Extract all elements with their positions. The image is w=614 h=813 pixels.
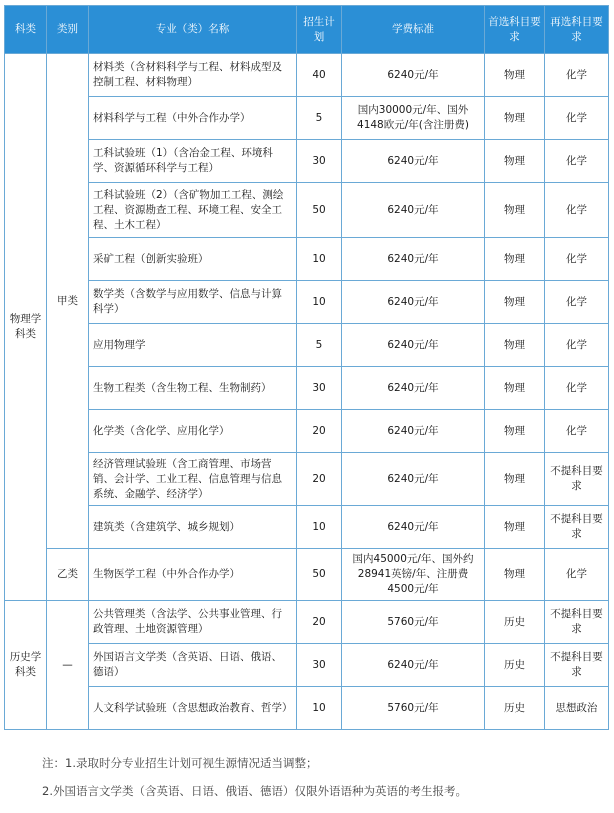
plan-cell: 30 [297, 140, 342, 183]
header-fee: 学费标准 [342, 6, 485, 54]
second-subject-cell: 化学 [545, 281, 609, 324]
first-subject-cell: 物理 [485, 281, 545, 324]
major-cell: 人文科学试验班（含思想政治教育、哲学） [89, 687, 297, 730]
table-row [5, 54, 609, 97]
fee-cell: 5760元/年 [342, 687, 485, 730]
fee-cell: 6240元/年 [342, 410, 485, 453]
plan-cell: 10 [297, 281, 342, 324]
table-row [5, 601, 609, 644]
first-subject-cell: 历史 [485, 687, 545, 730]
second-subject-cell: 化学 [545, 238, 609, 281]
first-subject-cell: 物理 [485, 549, 545, 601]
table-row [5, 324, 609, 367]
fee-cell: 6240元/年 [342, 183, 485, 238]
admission-plan-table-wrapper [4, 5, 608, 730]
first-subject-cell: 物理 [485, 453, 545, 506]
second-subject-cell: 不提科目要求 [545, 453, 609, 506]
fee-cell: 6240元/年 [342, 238, 485, 281]
fee-cell: 6240元/年 [342, 324, 485, 367]
plan-cell: 50 [297, 183, 342, 238]
table-row [5, 238, 609, 281]
fee-cell: 6240元/年 [342, 506, 485, 549]
plan-cell: 5 [297, 97, 342, 140]
second-subject-cell: 化学 [545, 97, 609, 140]
second-subject-cell: 化学 [545, 140, 609, 183]
plan-cell: 10 [297, 687, 342, 730]
header-category: 科类 [5, 6, 47, 54]
header-type: 类别 [47, 6, 89, 54]
major-cell: 建筑类（含建筑学、城乡规划） [89, 506, 297, 549]
type-cell-jia: 甲类 [47, 54, 89, 549]
first-subject-cell: 物理 [485, 324, 545, 367]
plan-cell: 20 [297, 601, 342, 644]
major-cell: 采矿工程（创新实验班） [89, 238, 297, 281]
plan-cell: 10 [297, 238, 342, 281]
table-row [5, 453, 609, 506]
fee-cell: 6240元/年 [342, 453, 485, 506]
major-cell: 公共管理类（含法学、公共事业管理、行政管理、土地资源管理） [89, 601, 297, 644]
fee-cell: 6240元/年 [342, 367, 485, 410]
first-subject-cell: 物理 [485, 367, 545, 410]
footnotes [42, 749, 610, 805]
major-cell: 外国语言文学类（含英语、日语、俄语、德语） [89, 644, 297, 687]
first-subject-cell: 物理 [485, 410, 545, 453]
table-row [5, 506, 609, 549]
plan-cell: 5 [297, 324, 342, 367]
table-row [5, 410, 609, 453]
major-cell: 应用物理学 [89, 324, 297, 367]
first-subject-cell: 物理 [485, 183, 545, 238]
plan-cell: 30 [297, 644, 342, 687]
second-subject-cell: 化学 [545, 410, 609, 453]
second-subject-cell: 化学 [545, 549, 609, 601]
plan-cell: 10 [297, 506, 342, 549]
fee-cell: 6240元/年 [342, 140, 485, 183]
category-cell-history: 历史学科类 [5, 601, 47, 730]
fee-cell: 国内30000元/年、国外4148欧元/年(含注册费) [342, 97, 485, 140]
major-cell: 生物医学工程（中外合作办学） [89, 549, 297, 601]
table-row [5, 644, 609, 687]
second-subject-cell: 不提科目要求 [545, 644, 609, 687]
first-subject-cell: 历史 [485, 644, 545, 687]
second-subject-cell: 化学 [545, 324, 609, 367]
table-row [5, 367, 609, 410]
second-subject-cell: 化学 [545, 367, 609, 410]
plan-cell: 50 [297, 549, 342, 601]
first-subject-cell: 物理 [485, 506, 545, 549]
footnote-2: 2.外国语言文学类（含英语、日语、俄语、德语）仅限外语语种为英语的考生报考。 [42, 784, 467, 798]
major-cell: 材料类（含材料科学与工程、材料成型及控制工程、材料物理） [89, 54, 297, 97]
table-row [5, 549, 609, 601]
major-cell: 经济管理试验班（含工商管理、市场营销、会计学、工业工程、信息管理与信息系统、金融学、经济学） [89, 453, 297, 506]
second-subject-cell: 思想政治 [545, 687, 609, 730]
second-subject-cell: 不提科目要求 [545, 601, 609, 644]
header-major: 专业（类）名称 [89, 6, 297, 54]
plan-cell: 40 [297, 54, 342, 97]
table-row [5, 97, 609, 140]
major-cell: 生物工程类（含生物工程、生物制药） [89, 367, 297, 410]
table-row [5, 687, 609, 730]
table-row [5, 281, 609, 324]
admission-plan-table [4, 5, 609, 730]
type-cell-dash: — [47, 601, 89, 730]
header-row [5, 6, 609, 54]
header-first-subject: 首选科目要求 [485, 6, 545, 54]
first-subject-cell: 物理 [485, 97, 545, 140]
fee-cell: 5760元/年 [342, 601, 485, 644]
footnote-1: 注：1.录取时分专业招生计划可视生源情况适当调整； [42, 756, 318, 770]
major-cell: 工科试验班（1）（含冶金工程、环境科学、资源循环科学与工程） [89, 140, 297, 183]
fee-cell: 6240元/年 [342, 281, 485, 324]
table-row [5, 183, 609, 238]
major-cell: 数学类（含数学与应用数学、信息与计算科学） [89, 281, 297, 324]
first-subject-cell: 物理 [485, 238, 545, 281]
first-subject-cell: 历史 [485, 601, 545, 644]
header-second-subject: 再选科目要求 [545, 6, 609, 54]
category-cell-physics: 物理学科类 [5, 54, 47, 601]
major-cell: 化学类（含化学、应用化学） [89, 410, 297, 453]
second-subject-cell: 化学 [545, 54, 609, 97]
second-subject-cell: 不提科目要求 [545, 506, 609, 549]
table-row [5, 140, 609, 183]
major-cell: 材料科学与工程（中外合作办学） [89, 97, 297, 140]
fee-cell: 6240元/年 [342, 54, 485, 97]
second-subject-cell: 化学 [545, 183, 609, 238]
header-plan: 招生计划 [297, 6, 342, 54]
major-cell: 工科试验班（2）（含矿物加工工程、测绘工程、资源勘查工程、环境工程、安全工程、土木工程） [89, 183, 297, 238]
fee-cell: 国内45000元/年、国外约28941英镑/年、注册费4500元/年 [342, 549, 485, 601]
first-subject-cell: 物理 [485, 140, 545, 183]
plan-cell: 20 [297, 453, 342, 506]
type-cell-yi: 乙类 [47, 549, 89, 601]
first-subject-cell: 物理 [485, 54, 545, 97]
plan-cell: 20 [297, 410, 342, 453]
plan-cell: 30 [297, 367, 342, 410]
fee-cell: 6240元/年 [342, 644, 485, 687]
